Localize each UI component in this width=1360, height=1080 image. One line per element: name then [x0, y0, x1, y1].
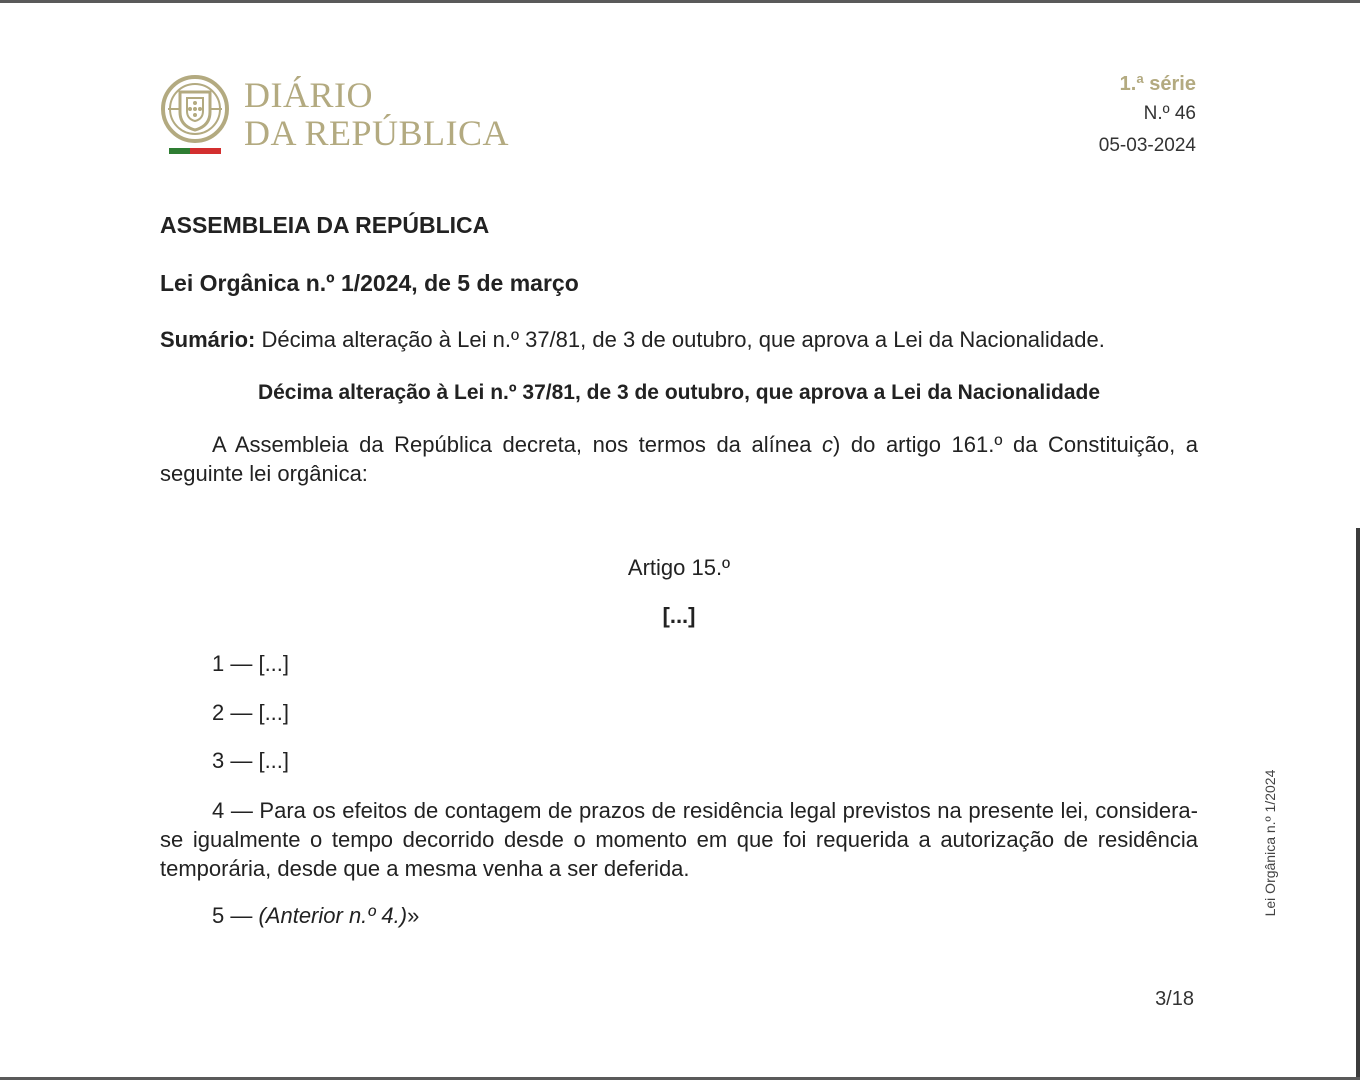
issue-series: 1.ª série — [1119, 73, 1196, 95]
page-number: 3/18 — [1155, 988, 1194, 1010]
decree-italic: c — [822, 432, 834, 457]
article-item: 3 — [...] — [212, 748, 290, 773]
logo-line-1: DIÁRIO — [244, 75, 373, 115]
article-item: 4 — Para os efeitos de contagem de prazos de residência legal previstos na presente lei, considera-se igualmente o tempo decorrido desde o momento em que foi requerida a autorização de residência temporária, desde que a mesma venha a ser deferida. — [160, 798, 1198, 881]
article-item — [212, 903, 1198, 929]
article-item: 2 — [...] — [212, 700, 290, 725]
issue-date: 05-03-2024 — [1098, 135, 1196, 156]
issue-meta — [1099, 70, 1196, 162]
flag-bar — [169, 148, 221, 154]
summary-label: Sumário: — [160, 327, 256, 352]
decree-text-2: ) do artigo 161.º da Constituição, a seguinte lei orgânica: — [160, 432, 1198, 486]
law-subtitle: Décima alteração à Lei n.º 37/81, de 3 de outubro, que aprova a Lei da Nacionalidade — [257, 381, 1101, 404]
law-title: Lei Orgânica n.º 1/2024, de 5 de março — [160, 270, 579, 296]
article-item: 1 — [...] — [212, 651, 290, 676]
summary — [160, 327, 1198, 353]
side-label: Lei Orgânica n.º 1/2024 — [1262, 769, 1278, 917]
coat-of-arms-icon — [160, 74, 230, 144]
item5-suffix: » — [407, 903, 420, 928]
decree-text-1: A Assembleia da República decreta, nos termos da alínea — [212, 432, 823, 457]
right-border — [1356, 528, 1360, 1080]
flag-green — [169, 148, 190, 154]
flag-red — [190, 148, 221, 154]
top-border — [0, 0, 1360, 3]
summary-text: Décima alteração à Lei n.º 37/81, de 3 de outubro, que aprova a Lei da Nacionalidade. — [255, 327, 1105, 352]
decree-paragraph — [160, 430, 1198, 488]
item5-prefix: 5 — — [212, 903, 259, 928]
logo-line-2: DA REPÚBLICA — [244, 113, 510, 153]
item5-italic: (Anterior n.º 4.) — [258, 903, 408, 928]
article-subheading: [...] — [662, 603, 696, 628]
article-heading: Artigo 15.º — [627, 555, 731, 580]
logo-wordmark — [244, 76, 509, 152]
organization-heading: ASSEMBLEIA DA REPÚBLICA — [160, 212, 490, 238]
issue-number: N.º 46 — [1143, 103, 1196, 124]
